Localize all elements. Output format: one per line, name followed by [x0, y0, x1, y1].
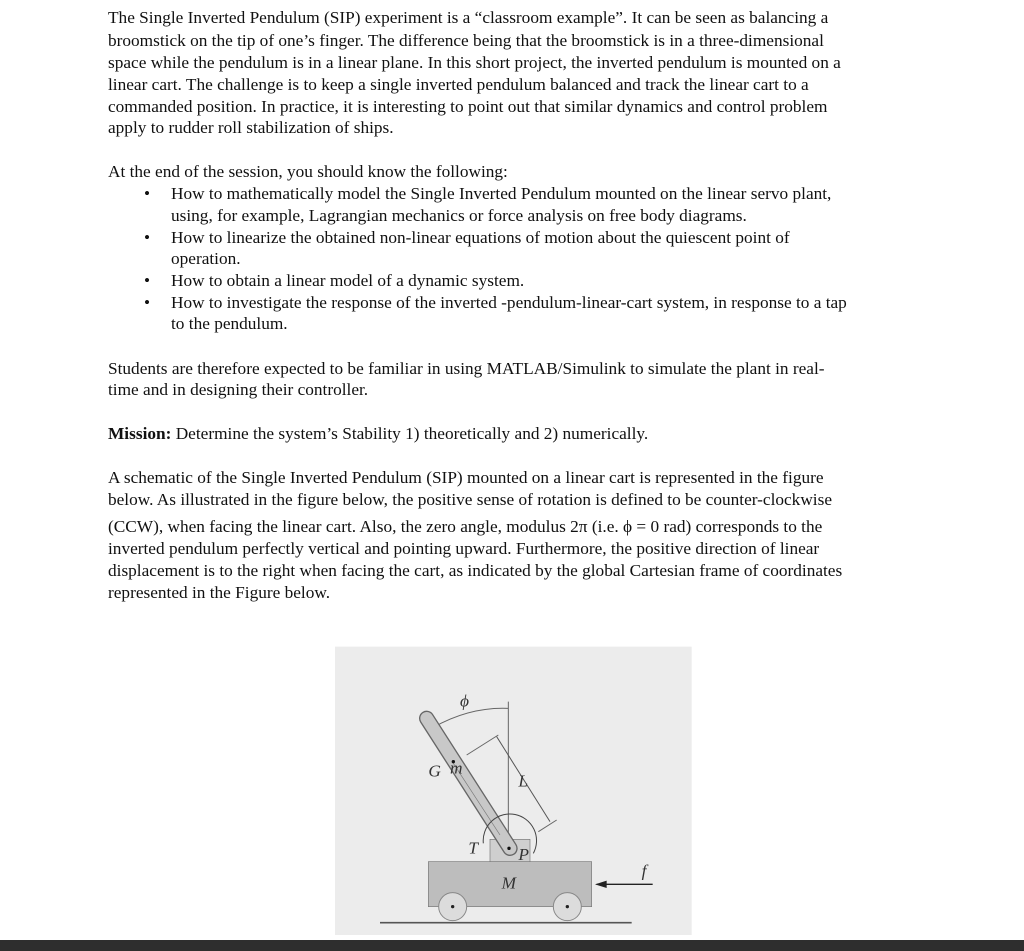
pendulum-cart-figure — [330, 640, 700, 951]
text-line: commanded position. In practice, it is interesting to point out that similar dynamics and control problem — [108, 97, 828, 116]
bullet-icon: • — [144, 228, 151, 247]
mission-label: Mission: — [108, 424, 172, 443]
text-line: linear cart. The challenge is to keep a single inverted pendulum balanced and track the linear cart to a — [108, 75, 809, 94]
text-line: time and in designing their controller. — [108, 380, 369, 399]
mission-text: Determine the system’s Stability 1) theoretically and 2) numerically. — [171, 424, 649, 443]
text-line: below. As illustrated in the figure below, the positive sense of rotation is defined to be counter-clockwise — [108, 490, 832, 509]
m-cart-label: M — [501, 873, 517, 893]
text-line: apply to rudder roll stabilization of ships. — [108, 118, 394, 137]
text-line: space while the pendulum is in a linear plane. In this short project, the inverted pendulum is mounted on a — [108, 53, 841, 72]
list-item: operation. — [171, 249, 241, 268]
phi-label: ϕ — [460, 691, 469, 711]
text-line: The Single Inverted Pendulum (SIP) experiment is a “classroom example”. It can be seen as balancing a — [108, 8, 829, 27]
list-item: How to obtain a linear model of a dynamic system. — [171, 271, 525, 290]
m-label: m — [450, 758, 463, 778]
p-label: P — [518, 845, 529, 864]
f-label: f — [641, 861, 647, 881]
list-item: to the pendulum. — [171, 314, 288, 333]
list-item: How to investigate the response of the inverted -pendulum-linear-cart system, in response to a tap — [171, 293, 847, 312]
pivot-dot — [507, 847, 510, 850]
bottom-toolbar — [0, 940, 1024, 951]
l-label: L — [518, 771, 528, 791]
t-label: T — [468, 838, 478, 858]
text-line: A schematic of the Single Inverted Pendulum (SIP) mounted on a linear cart is represented in the figure — [108, 468, 824, 487]
text-line: represented in the Figure below. — [108, 583, 331, 602]
text-line: Students are therefore expected to be familiar in using MATLAB/Simulink to simulate the plant in real- — [108, 359, 825, 378]
bullet-icon: • — [144, 271, 151, 290]
text-line: (CCW), when facing the linear cart. Also, the zero angle, modulus 2π (i.e. ϕ = 0 rad) corresponds to the — [108, 517, 823, 536]
text-line: displacement is to the right when facing the cart, as indicated by the global Cartesian frame of coordinates — [108, 561, 843, 580]
text-line: inverted pendulum perfectly vertical and pointing upward. Furthermore, the positive direction of linear — [108, 539, 820, 558]
list-item: How to mathematically model the Single Inverted Pendulum mounted on the linear servo plant, — [171, 184, 832, 203]
bullet-icon: • — [144, 293, 151, 312]
objectives-heading: At the end of the session, you should know the following: — [108, 162, 508, 181]
g-label: G — [428, 761, 441, 781]
list-item: How to linearize the obtained non-linear equations of motion about the quiescent point of — [171, 228, 790, 247]
bullet-icon: • — [144, 184, 151, 203]
mission-statement — [108, 424, 648, 444]
text-line: broomstick on the tip of one’s finger. The difference being that the broomstick is in a three-dimensional — [108, 31, 824, 50]
list-item: using, for example, Lagrangian mechanics or force analysis on free body diagrams. — [171, 206, 747, 225]
